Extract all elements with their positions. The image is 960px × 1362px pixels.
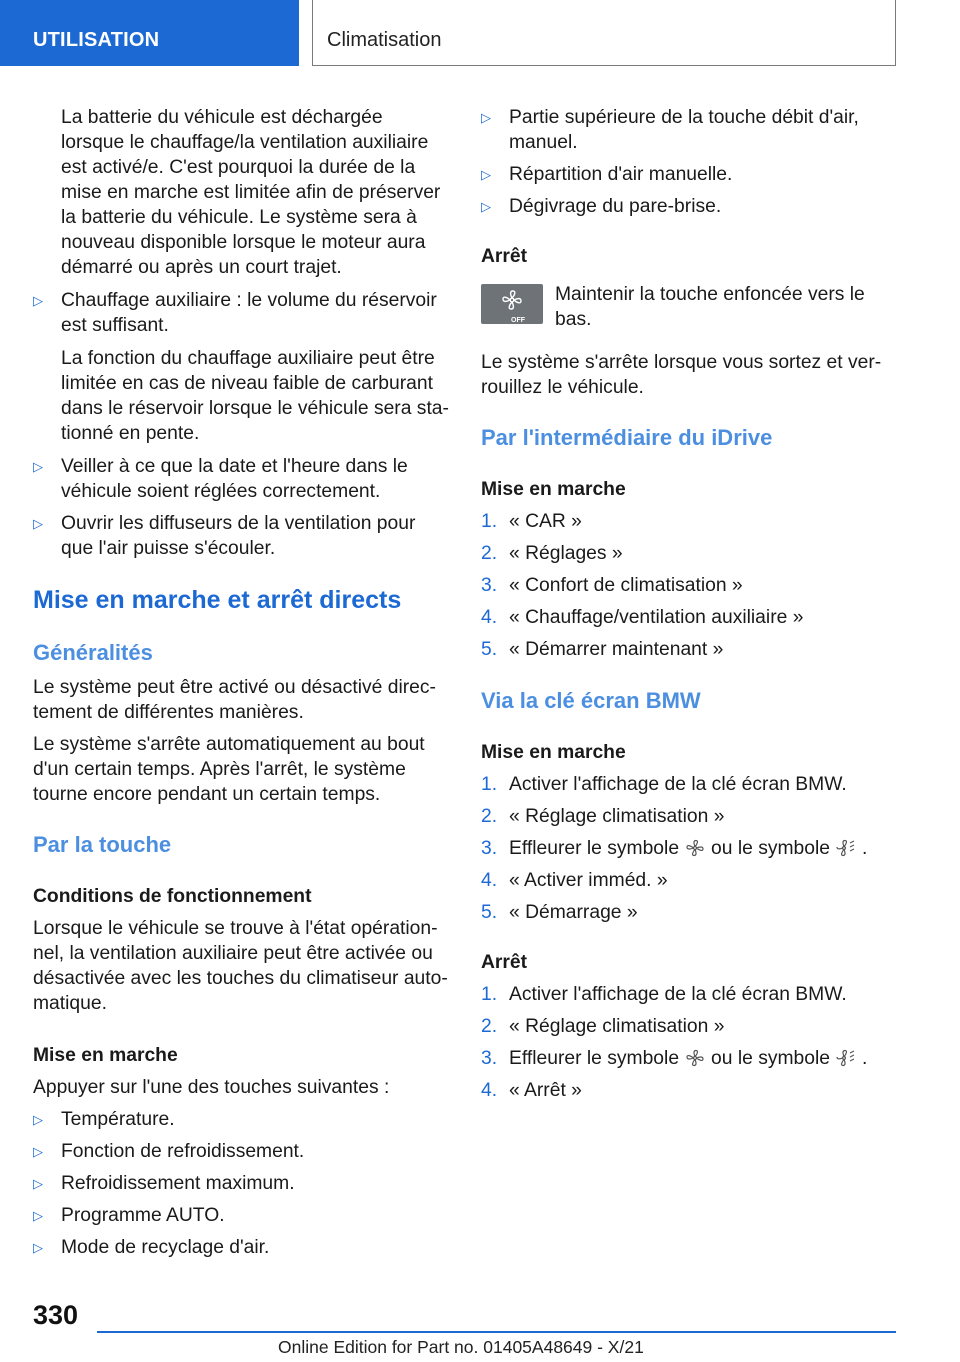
heading-button: Par la touche bbox=[33, 832, 172, 857]
symbol-step-text-c: . bbox=[862, 838, 868, 859]
step-number: 1. bbox=[481, 774, 498, 795]
heading-off: Arrêt bbox=[481, 246, 528, 267]
list-item-text: Chauffage auxiliaire : le volume du réservoir est suffisant. bbox=[61, 290, 437, 336]
symbol-step-text-a: Effleurer le symbole bbox=[509, 1048, 680, 1069]
list-item-text: « Activer imméd. » bbox=[509, 870, 668, 891]
list-item-text: « Réglage climatisation » bbox=[509, 806, 725, 827]
page-number: 330 bbox=[33, 1300, 79, 1330]
list-item-text: « Chauffage/ventilation auxiliaire » bbox=[509, 607, 804, 628]
list-item-text: Activer l'affichage de la clé écran BMW. bbox=[509, 774, 847, 795]
triangle-bullet-icon: ▷ bbox=[33, 1208, 43, 1223]
paragraph-general-1: Le système peut être activé ou désactivé directement de différentes manières. bbox=[33, 677, 436, 723]
step-number: 4. bbox=[481, 1080, 498, 1101]
list-item-text: « Confort de climatisation » bbox=[509, 575, 743, 596]
heading-idrive: Par l'intermédiaire du iDrive bbox=[481, 425, 773, 450]
list-item-text: Dégivrage du pare-brise. bbox=[509, 196, 722, 217]
triangle-bullet-icon: ▷ bbox=[481, 199, 491, 214]
list-item-text bbox=[509, 836, 897, 861]
heading-key-off: Arrêt bbox=[481, 952, 528, 973]
paragraph-conditions: Lorsque le véhicule se trouve à l'état opérationnel, la ventilation auxiliaire peut être activée ou désactivée avec les touches du climatiseur automatique. bbox=[33, 918, 448, 1014]
section-tab: UTILISATION bbox=[0, 0, 299, 66]
fan-icon bbox=[685, 839, 705, 857]
step-number: 3. bbox=[481, 1048, 498, 1069]
off-label: OFF bbox=[511, 317, 525, 324]
paragraph-system-off: Le système s'arrête lorsque vous sortez et verrouillez le véhicule. bbox=[481, 352, 882, 398]
list-item-text: Programme AUTO. bbox=[61, 1205, 225, 1226]
list-item-text: Mode de recyclage d'air. bbox=[61, 1237, 270, 1258]
paragraph-hold: Maintenir la touche enfoncée vers le bas. bbox=[555, 284, 865, 330]
footer-edition: Online Edition for Part no. 01405A48649 - X/21 bbox=[278, 1337, 644, 1357]
step-number: 5. bbox=[481, 902, 498, 923]
list-item-text: « Réglages » bbox=[509, 543, 623, 564]
symbol-step-text-b: ou le symbole bbox=[711, 838, 831, 859]
triangle-bullet-icon: ▷ bbox=[33, 1240, 43, 1255]
heading-idrive-on: Mise en marche bbox=[481, 479, 626, 500]
triangle-bullet-icon: ▷ bbox=[33, 459, 43, 474]
step-number: 2. bbox=[481, 1016, 498, 1037]
step-number: 2. bbox=[481, 806, 498, 827]
list-item-text: Refroidissement maximum. bbox=[61, 1173, 295, 1194]
paragraph-aux-note: La fonction du chauffage auxiliaire peut être limitée en cas de niveau faible de carburant dans le réservoir lorsque le véhicule sera stationné en pente. bbox=[61, 348, 449, 444]
heading-key-on: Mise en marche bbox=[481, 742, 626, 763]
symbol-step-text-a: Effleurer le symbole bbox=[509, 838, 680, 859]
paragraph-general-2: Le système s'arrête automatiquement au bout d'un certain temps. Après l'arrêt, le système tourne encore pendant un certain temps. bbox=[33, 734, 425, 805]
list-item-text: « CAR » bbox=[509, 511, 582, 532]
list-item-text: « Arrêt » bbox=[509, 1080, 582, 1101]
list-item-text: Activer l'affichage de la clé écran BMW. bbox=[509, 984, 847, 1005]
fan-icon bbox=[685, 1049, 705, 1067]
list-item-text: Température. bbox=[61, 1109, 175, 1130]
triangle-bullet-icon: ▷ bbox=[33, 1176, 43, 1191]
heading-display-key: Via la clé écran BMW bbox=[481, 688, 701, 713]
list-item-text: « Démarrer maintenant » bbox=[509, 639, 724, 660]
heading-general: Généralités bbox=[33, 640, 153, 665]
triangle-bullet-icon: ▷ bbox=[33, 1144, 43, 1159]
triangle-bullet-icon: ▷ bbox=[33, 293, 43, 308]
list-item-text: « Réglage climatisation » bbox=[509, 1016, 725, 1037]
step-number: 2. bbox=[481, 543, 498, 564]
fan-heat-icon bbox=[836, 1049, 856, 1067]
symbol-step-text-c: . bbox=[862, 1048, 868, 1069]
step-number: 1. bbox=[481, 984, 498, 1005]
symbol-step-text-b: ou le symbole bbox=[711, 1048, 831, 1069]
step-number: 4. bbox=[481, 607, 498, 628]
step-number: 4. bbox=[481, 870, 498, 891]
step-number: 3. bbox=[481, 575, 498, 596]
step-number: 5. bbox=[481, 639, 498, 660]
paragraph-battery: La batterie du véhicule est déchargée lorsque le chauffage/la ventilation auxiliaire est activé/e. C'est pourquoi la durée de la mise en marche est limitée afin de préserver la batterie du véhicule. Le système sera à nouveau disponible lorsque le moteur aura démarré ou après un court trajet. bbox=[61, 107, 441, 278]
list-item-text: Ouvrir les diffuseurs de la ventilation pour que l'air puisse s'écouler. bbox=[61, 513, 416, 559]
list-item-text: « Démarrage » bbox=[509, 902, 638, 923]
step-number: 1. bbox=[481, 511, 498, 532]
fan-off-button-image bbox=[481, 284, 543, 324]
fan-heat-icon bbox=[836, 839, 856, 857]
triangle-bullet-icon: ▷ bbox=[33, 516, 43, 531]
list-item-text: Fonction de refroidissement. bbox=[61, 1141, 305, 1162]
list-item-text bbox=[509, 1046, 897, 1071]
footer-divider bbox=[97, 1331, 896, 1333]
triangle-bullet-icon: ▷ bbox=[481, 167, 491, 182]
step-number: 3. bbox=[481, 838, 498, 859]
triangle-bullet-icon: ▷ bbox=[33, 1112, 43, 1127]
heading-direct: Mise en marche et arrêt directs bbox=[33, 586, 402, 614]
heading-conditions: Conditions de fonctionnement bbox=[33, 886, 312, 907]
paragraph-press: Appuyer sur l'une des touches suivantes : bbox=[33, 1077, 390, 1098]
list-item-text: Veiller à ce que la date et l'heure dans le véhicule soient réglées correctement. bbox=[61, 456, 408, 502]
list-item-text: Répartition d'air manuelle. bbox=[509, 164, 733, 185]
list-item-text: Partie supérieure de la touche débit d'air, manuel. bbox=[509, 107, 859, 153]
triangle-bullet-icon: ▷ bbox=[481, 110, 491, 125]
heading-turn-on: Mise en marche bbox=[33, 1045, 178, 1066]
chapter-title: Climatisation bbox=[312, 0, 896, 66]
